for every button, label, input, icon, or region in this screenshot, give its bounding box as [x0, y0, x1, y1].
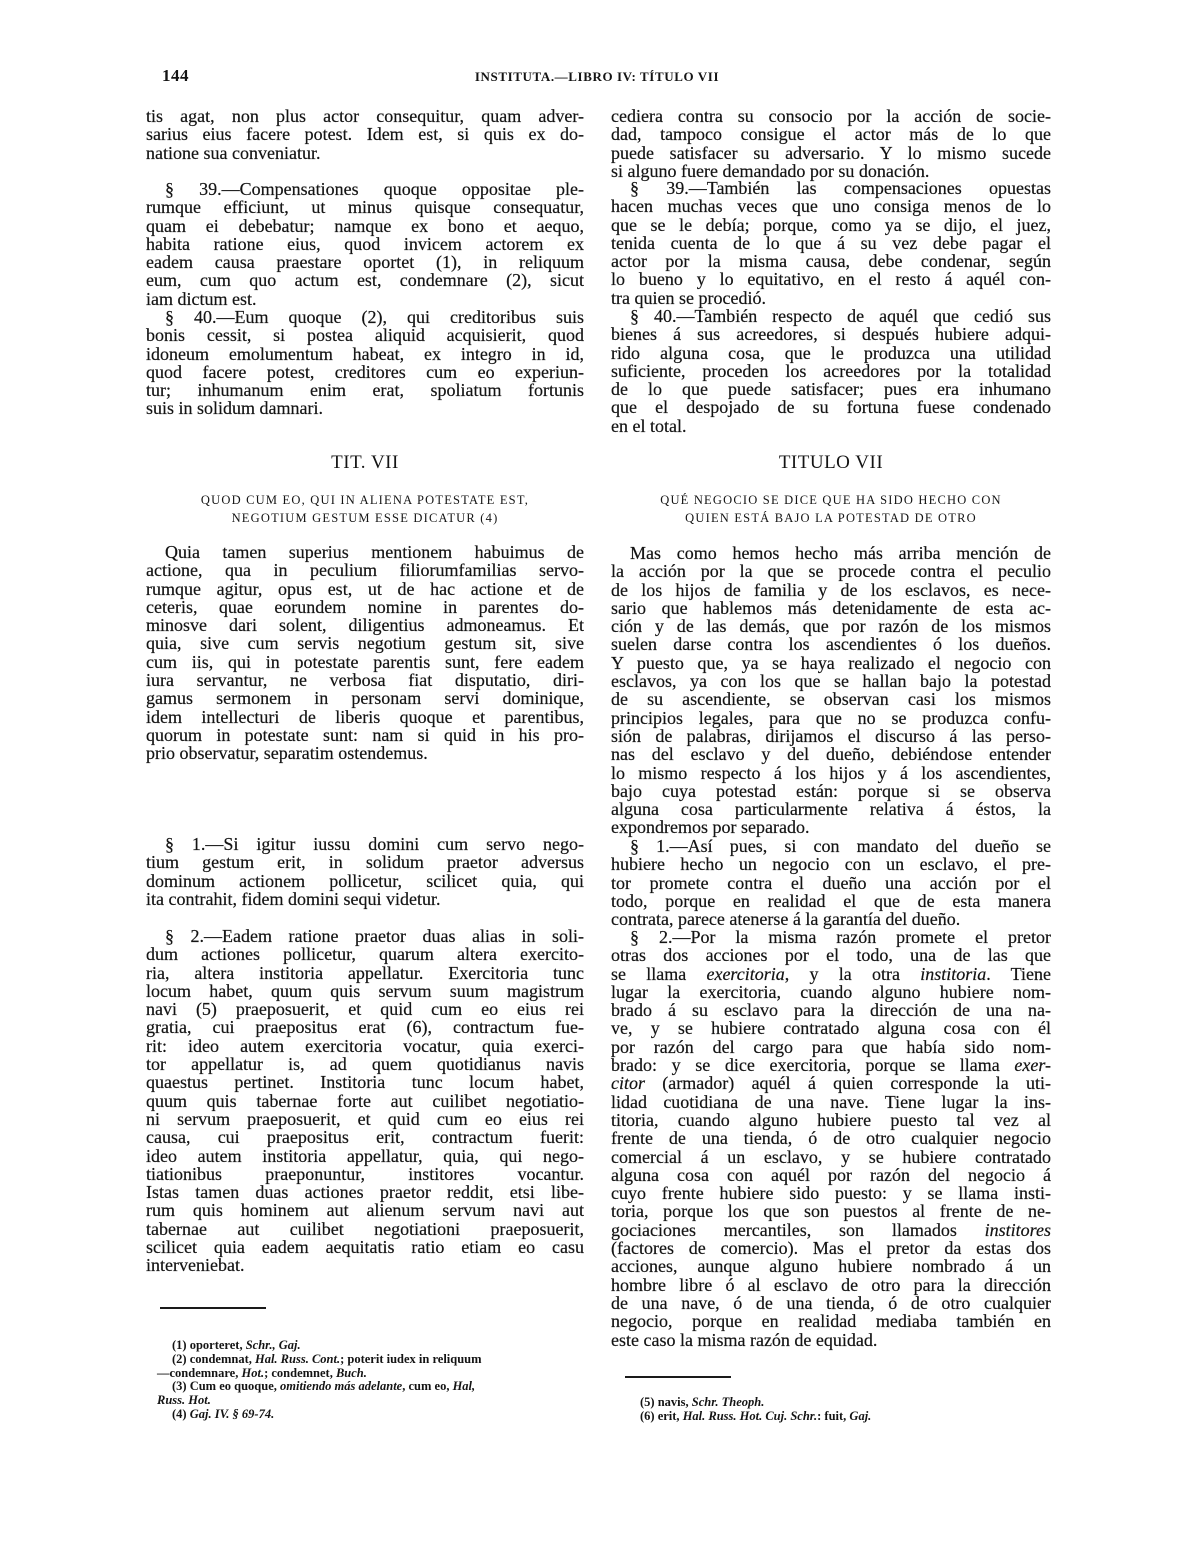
text-line: lugar la exercitoria, cuando alguno hubiere nom- [611, 981, 1051, 1002]
text-line: la acción por la que se procede contra el peculio [611, 561, 1051, 582]
text-line: bienes á sus acreedores, si después hubiere adqui- [611, 324, 1051, 345]
text-line: gamus sermonem in personam servi dominique, [146, 688, 584, 709]
latin-continuation-paragraph [146, 107, 584, 162]
text-line: comercial á un esclavo, y se hubiere contratado [611, 1146, 1051, 1167]
footnote [157, 1380, 597, 1408]
text-line: tabernae aut cuilibet negotiationi praeposuerit, [146, 1218, 584, 1239]
italic-text: Schr. Theoph. [691, 1395, 765, 1409]
text-line [157, 1380, 597, 1394]
text-line: idoneum emolumentum habeat, ex integro in id, [146, 343, 584, 364]
text-line: idem intellecturi de liberis quoque et parentibus, [146, 706, 584, 727]
spanish-section-39 [611, 179, 1051, 307]
text-line: acciones, aunque alguno hubiere nombrado á un [611, 1256, 1051, 1277]
text-line: dum actiones pollicetur, quarum altera exercito- [146, 944, 584, 965]
latin-subtitle [146, 491, 584, 527]
text-line [625, 1396, 1045, 1410]
text-run: (4) [172, 1406, 190, 1421]
italic-text: exer- [1014, 1055, 1051, 1076]
text-line: Y puesto que, ya se haya realizado el negocio con [611, 652, 1051, 673]
latin-section-39 [146, 180, 584, 308]
text-line: tor promete contra el dueño una acción por el [611, 872, 1051, 893]
footnote [157, 1353, 597, 1381]
text-run: —condemnare, [157, 1365, 242, 1380]
text-line: § 39.—También las compensaciones opuestas [630, 178, 1051, 198]
text-line: ción y de las demás, que por razón de los mismos [611, 616, 1051, 637]
text-line: rumque efficiunt, ut minus quisque consequatur, [146, 197, 584, 218]
footnote [625, 1410, 1045, 1424]
text-line: eum, cum quo actum est, condemnare (2), sicut [146, 270, 584, 291]
text-line: tur; inhumanum enim erat, spoliatum fortunis [146, 380, 584, 401]
text-line: de lo que puede satisfacer; pues era inhumano [611, 379, 1051, 400]
text-line [157, 1367, 597, 1381]
latin-subtitle-line: NEGOTIUM GESTUM ESSE DICATUR (4) [231, 511, 499, 525]
italic-text: Hal, [452, 1379, 476, 1394]
text-line: § 40.—Eum quoque (2), qui creditoribus suis [165, 307, 584, 327]
text-line [611, 1056, 1051, 1074]
italic-text: Buch. [335, 1365, 367, 1380]
text-line: iam dictum est. [146, 288, 257, 309]
page-number: 144 [162, 66, 189, 85]
text-line: nas del esclavo y del dueño, debiéndose entender [611, 744, 1051, 765]
latin-subtitle-line: QUOD CUM EO, QUI IN ALIENA POTESTATE EST, [200, 493, 530, 507]
italic-text: Hal. Russ. Cont. [254, 1351, 341, 1366]
text-line: ceteris, quae eorundem nomine in parentes do- [146, 596, 584, 617]
text-line: § 2.—Eadem ratione praetor duas alias in soli- [165, 926, 584, 946]
text-run: ; poterit iudex in reliquum [340, 1351, 482, 1366]
text-line [611, 1221, 1051, 1239]
spanish-introduction [611, 544, 1051, 837]
italic-text: omitiendo más adelante [280, 1379, 403, 1394]
text-run: se llama [611, 963, 707, 984]
text-line: quorum in potestate sunt: nam si quid in his pro- [146, 724, 584, 745]
spanish-section-40 [611, 307, 1051, 435]
text-line: sario que hablemos más detenidamente de esta ac- [611, 597, 1051, 618]
text-run: (3) Cum eo quoque, [172, 1379, 280, 1394]
text-line: lo bueno y lo equitativo, en el resto á aquél con- [611, 269, 1051, 290]
text-line: cediera contra su consocio por la acción de socie- [611, 106, 1051, 126]
text-line: rumque agitur, opus est, ut de hac actione et de [146, 578, 584, 599]
text-line: frente de una tienda, ó de otro cualquier negocio [611, 1128, 1051, 1149]
text-line: de una nave, ó de una tienda, ó de otro cualquier [611, 1292, 1051, 1313]
text-line: scilicet quia eadem aequitatis ratio etiam eo casu [146, 1237, 584, 1258]
latin-section-1 [146, 835, 584, 908]
text-run: : fuit, [817, 1408, 850, 1423]
spanish-subtitle [611, 491, 1051, 527]
spanish-subtitle-line: QUÉ NEGOCIO SE DICE QUE HA SIDO HECHO CON [660, 493, 1002, 507]
text-line: que el despojado de su fortuna fuese condenado [611, 397, 1051, 418]
text-line: cum iis, qui in potestate parentis sunt, fere eadem [146, 651, 584, 672]
text-line: § 39.—Compensationes quoque oppositae ple- [165, 179, 584, 199]
text-line: Quia tamen superius mentionem habuimus de [165, 542, 584, 562]
text-line: esclavos, ya con los que se hallan bajo la potestad [611, 671, 1051, 692]
text-line: alguna cosa con aquél por razón del negocio á [611, 1164, 1051, 1185]
italic-text: institoria [920, 963, 987, 984]
text-line: ni servum praeposuerit, et quid cum eo eius rei [146, 1108, 584, 1129]
text-run: . Tiene [986, 963, 1051, 984]
text-line: gratia, cui praepositus erat (6), contractum fue- [146, 1017, 584, 1038]
text-line: rit: ideo autem exercitoria vocatur, quia exerci- [146, 1035, 584, 1056]
text-line: tenida cuenta de lo que á su vez debe pagar el [611, 232, 1051, 253]
text-run: (5) navis, [640, 1395, 692, 1409]
text-line: iura servantur, ne verbosa fiat disputatio, diri- [146, 670, 584, 691]
text-line: lo mismo respecto á los hijos y á los ascendientes, [611, 762, 1051, 783]
text-line: § 1.—Así pues, si con mandato del dueño se [630, 836, 1051, 856]
text-line: hombre libre ó al esclavo de otro para la dirección [611, 1274, 1051, 1295]
text-line [611, 965, 1051, 983]
text-line: bonis cessit, si postea aliquid acquisierit, quod [146, 325, 584, 346]
text-line: quaestus pertinet. Institoria tunc locum habet, [146, 1072, 584, 1093]
text-line: hacen muchas veces que uno consiga menos de lo [611, 196, 1051, 217]
text-line: hubiere hecho un negocio con un esclavo, el pre- [611, 854, 1051, 875]
text-line: § 2.—Por la misma razón promete el pretor [630, 927, 1051, 947]
text-line: titoria, cuando alguno hubiere puesto tal vez al [611, 1109, 1051, 1130]
text-run: gociaciones mercantiles, son llamados [611, 1219, 985, 1240]
text-line: locum habet, quum quis servum suum magistrum [146, 980, 584, 1001]
text-line: ita contrahit, fidem domini sequi videtur. [146, 888, 441, 909]
italic-text: citor [611, 1073, 645, 1094]
italic-text: Hot. [241, 1365, 265, 1380]
text-line: sión de palabras, dirijamos el discurso á las perso- [611, 725, 1051, 746]
latin-section-2 [146, 927, 584, 1275]
italic-text: institores [984, 1219, 1051, 1240]
running-title: INSTITUTA.—LIBRO IV: TÍTULO VII [474, 69, 720, 84]
text-line: suficiente, proceden los acreedores por la totalidad [611, 360, 1051, 381]
text-line: quod facere potest, creditores cum eo experiun- [146, 361, 584, 382]
text-line: ideo autem institoria appellatur, quia, qui nego- [146, 1145, 584, 1166]
latin-title-heading: TIT. VII [331, 452, 399, 473]
text-line [611, 1074, 1051, 1092]
text-line: natione sua conveniatur. [146, 142, 321, 163]
text-line: actione, qua in peculium filiorumfamilias servo- [146, 560, 584, 581]
italic-text: Hal. Russ. Hot. Cuj. Schr. [682, 1408, 818, 1423]
text-line: ve, y se hubiere contratado alguna cosa con él [611, 1018, 1051, 1039]
spanish-footnote-divider [625, 1376, 731, 1378]
text-line: suelen darse contra los ascendientes ó los dueños. [611, 634, 1051, 655]
text-line [625, 1410, 1045, 1424]
text-line: Istas tamen duas actiones praetor reddit, etsi libe- [146, 1182, 584, 1203]
text-line: este caso la misma razón de equidad. [611, 1329, 878, 1350]
spanish-footnotes [625, 1396, 1045, 1424]
italic-text: Gaj. IV. § 69-74. [189, 1406, 275, 1421]
text-line: actor por la misma causa, debe condenar, según [611, 251, 1051, 272]
text-line: tis agat, non plus actor consequitur, quam adver- [146, 106, 584, 126]
text-line: rido alguna cosa, que le produzca una utilidad [611, 342, 1051, 363]
spanish-section-1 [611, 837, 1051, 928]
text-line: contrata, parece atenerse á la garantía del dueño. [611, 909, 961, 930]
latin-section-40 [146, 308, 584, 418]
text-line: ria, altera institoria appellatur. Exercitoria tunc [146, 962, 584, 983]
text-line [157, 1394, 597, 1408]
text-line: sarius eius facere potest. Idem est, si quis ex do- [146, 124, 584, 145]
footnote [157, 1339, 597, 1353]
text-line: tor appellatur is, ad quem quotidianus navis [146, 1054, 584, 1075]
text-line: habita ratione eius, quod invicem actorem ex [146, 233, 584, 254]
text-line: rum quis hominem aut alienum servum navi aut [146, 1200, 584, 1221]
text-line: dad, tampoco consigue el actor más de lo que [611, 124, 1051, 145]
text-line: tra quien se procedió. [611, 287, 766, 308]
text-line [157, 1339, 597, 1353]
text-line: cuyo frente hubiere sido puesto: y se llama insti- [611, 1183, 1051, 1204]
text-line: § 1.—Si igitur iussu domini cum servo nego- [165, 834, 584, 854]
text-run: (1) oporteret, [172, 1338, 246, 1352]
text-line: en el total. [611, 415, 687, 436]
text-line: § 40.—También respecto de aquél que cedió sus [630, 306, 1051, 326]
text-line: tiationibus praeponuntur, institores vocantur. [146, 1163, 584, 1184]
text-line: causa, cui praepositus erit, contractum fuerit: [146, 1127, 584, 1148]
text-line [157, 1353, 597, 1367]
italic-text: Schr., Gaj. [245, 1338, 301, 1352]
text-line: navi (5) praeposuerit, et quid cum eo eius rei [146, 999, 584, 1020]
text-line: dominum actionem pollicetur, scilicet quia, qui [146, 870, 584, 891]
italic-text: Russ. Hot. [157, 1393, 211, 1408]
text-line: de su ascendiente, se observan casi los mismos [611, 689, 1051, 710]
spanish-section-2 [611, 928, 1051, 1349]
text-line: quum quis tabernae forte aut cuilibet negotiatio- [146, 1090, 584, 1111]
text-run: , y la otra [784, 963, 921, 984]
footnote [625, 1396, 1045, 1410]
text-line: prio observatur, separatim ostendemus. [146, 743, 428, 764]
text-line: de los hijos de familia y de los esclavos, es nece- [611, 579, 1051, 600]
text-line: (factores de comercio). Mas el pretor da estas dos [611, 1238, 1051, 1259]
text-run: (2) condemnat, [172, 1351, 255, 1366]
text-line: suis in solidum damnari. [146, 398, 323, 419]
text-run: brado: y se dice exercitoria, porque se llama [611, 1055, 1015, 1076]
italic-text: Gaj. [849, 1408, 872, 1423]
spanish-title-heading: TITULO VII [778, 452, 884, 473]
text-run: (6) erit, [640, 1408, 683, 1423]
text-line: interveniebat. [146, 1255, 245, 1276]
text-line: puede satisfacer su adversario. Y lo mismo sucede [611, 142, 1051, 163]
text-run: (armador) aquél á quien corresponde la uti- [645, 1073, 1051, 1094]
text-line: eadem causa praestare oportet (1), in reliquum [146, 252, 584, 273]
text-line: tium gestum erit, in solidum praetor adversus [146, 852, 584, 873]
text-line: principios legales, para que no se produzca confu- [611, 707, 1051, 728]
text-run: ; condemnet, [264, 1365, 336, 1380]
text-line: minosve dari solent, diligentius admoneamus. Et [146, 615, 584, 636]
text-line: por razón del cargo para que había sido nom- [611, 1036, 1051, 1057]
spanish-subtitle-line: QUIEN ESTÁ BAJO LA POTESTAD DE OTRO [685, 511, 977, 525]
text-line: otras dos acciones por el todo, una de las que [611, 945, 1051, 966]
text-line: expondremos por separado. [611, 817, 810, 838]
text-line: que se le debía; porque, como ya se dijo, el juez, [611, 214, 1051, 235]
text-line: si alguno fuere demandado por su donación. [611, 160, 930, 181]
italic-text: exercitoria [706, 963, 785, 984]
text-line: brado á su esclavo para la dirección de una na- [611, 1000, 1051, 1021]
text-line: alguna cosa particularmente relativa á éstos, la [611, 799, 1051, 820]
text-line [157, 1408, 597, 1422]
spanish-continuation-paragraph [611, 107, 1051, 180]
text-line: quam ei debebatur; namque ex bono et aequo, [146, 215, 584, 236]
text-line: toria, porque los que son puestos al frente de ne- [611, 1201, 1051, 1222]
text-line: negocio, porque en realidad mediaba también en [611, 1311, 1051, 1332]
text-line: todo, porque en realidad el que de esta manera [611, 890, 1051, 911]
latin-footnotes [157, 1339, 597, 1422]
footnote [157, 1408, 597, 1422]
latin-footnote-divider [160, 1307, 266, 1309]
latin-introduction [146, 543, 584, 763]
text-line: quia, sive cum servis negotium gestum sit, sive [146, 633, 584, 654]
text-line: Mas como hemos hecho más arriba mención de [630, 543, 1051, 563]
text-line: bajo cuya potestad están: porque si se observa [611, 780, 1051, 801]
text-line: lidad cuotidiana de una nave. Tiene lugar la ins- [611, 1091, 1051, 1112]
text-run: , cum eo, [402, 1379, 453, 1394]
